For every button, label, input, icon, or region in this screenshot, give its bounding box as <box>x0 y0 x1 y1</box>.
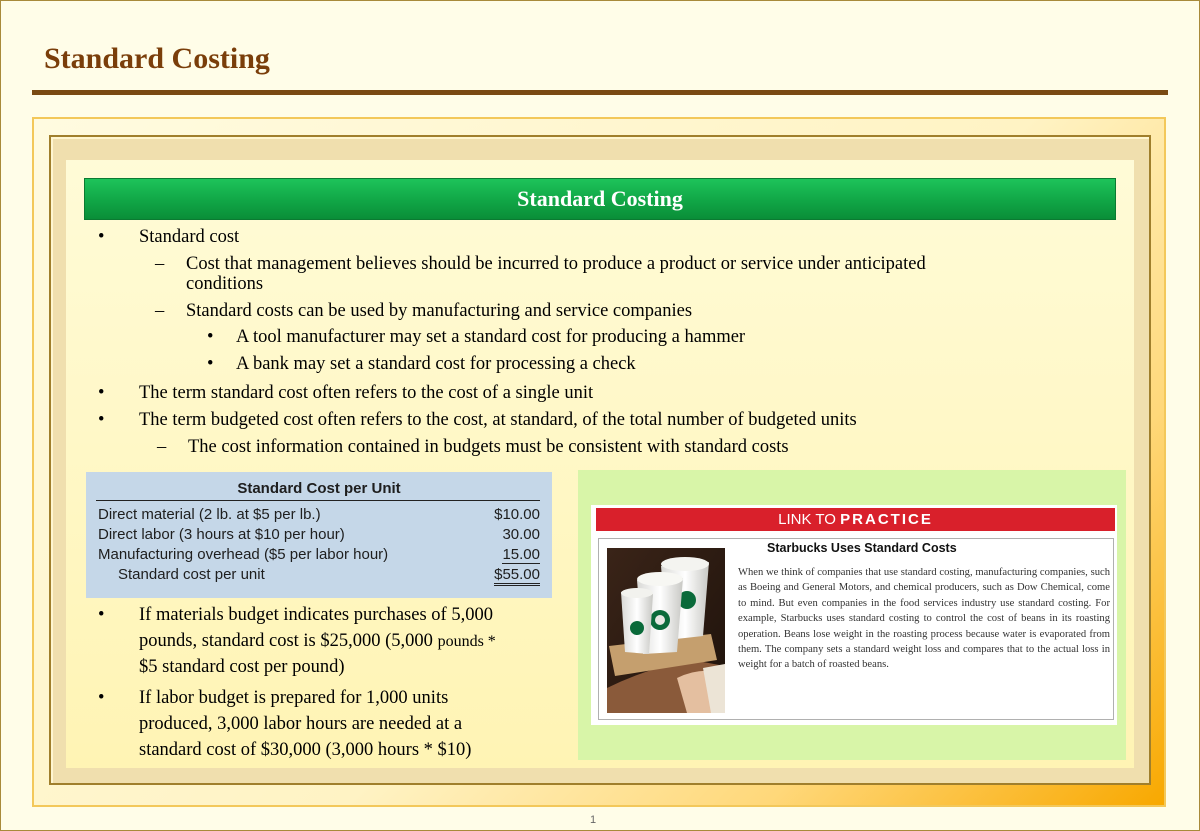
dash-marker: – <box>155 301 165 321</box>
cost-row-label: Direct material (2 lb. at $5 per lb.) <box>98 506 321 523</box>
bullet-marker: • <box>98 383 105 403</box>
starbucks-cups-photo <box>607 548 725 713</box>
example-labor-line1: If labor budget is prepared for 1,000 units <box>139 688 449 708</box>
sub-sub-bullet-hammer: A tool manufacturer may set a standard cost for producing a hammer <box>236 327 746 347</box>
standard-cost-table <box>86 472 552 598</box>
cost-table-title: Standard Cost per Unit <box>237 480 401 497</box>
sub-bullet-definition-cont: conditions <box>186 274 264 294</box>
page-number: 1 <box>590 814 597 826</box>
cost-total-value: $55.00 <box>494 566 540 586</box>
link-to-practice-header: LINK TO PRACTICE <box>596 508 1115 531</box>
bullet-single-unit: The term standard cost often refers to the cost of a single unit <box>139 383 594 403</box>
cost-row-label: Direct labor (3 hours at $10 per hour) <box>98 526 345 543</box>
sub-bullet-definition: Cost that management believes should be incurred to produce a product or service under anticipated <box>186 254 926 274</box>
bullet-marker: • <box>98 410 105 430</box>
sub-bullet-consistency: The cost information contained in budgets must be consistent with standard costs <box>188 437 789 457</box>
example-labor-line3: standard cost of $30,000 (3,000 hours * $10) <box>139 740 472 760</box>
example-labor-line2: produced, 3,000 labor hours are needed at a <box>139 714 463 734</box>
example-materials-line1: If materials budget indicates purchases of 5,000 <box>139 605 493 625</box>
dash-marker: – <box>155 254 165 274</box>
example-materials-line3: $5 standard cost per pound) <box>139 657 345 677</box>
dash-marker: – <box>157 437 167 457</box>
bullet-standard-cost: Standard cost <box>139 227 240 247</box>
bullet-marker: • <box>98 227 105 247</box>
slide-title: Standard Costing <box>44 42 270 75</box>
sub-bullet-usage: Standard costs can be used by manufacturing and service companies <box>186 301 693 321</box>
practice-body-text: When we think of companies that use standard costing, manufacturing companies, such as Boeing and General Motors, and chemical producers, such as Dow Chemical, come to mind. But even companies in the food services industry use standard costing. For example, Starbucks uses standard costing to control the cost of beans in its roasting operation. Beans lose weight in the roasting process because water is evaporated from them. The company sets a standard weight loss and compares that to the actual loss in weight for a batch of roasted beans. <box>738 567 1110 671</box>
bullet-marker: • <box>98 688 105 708</box>
bullet-marker: • <box>98 605 105 625</box>
cost-total-label: Standard cost per unit <box>118 566 265 583</box>
cost-table-header-rule <box>96 500 540 501</box>
bullet-budgeted-cost: The term budgeted cost often refers to the cost, at standard, of the total number of budgeted units <box>139 410 857 430</box>
cost-row-value: 15.00 <box>502 546 540 563</box>
example-materials-line2: pounds, standard cost is $25,000 (5,000 pounds * <box>139 631 496 651</box>
cost-row-value: 30.00 <box>502 526 540 543</box>
section-banner: Standard Costing <box>84 178 1116 220</box>
cost-row-value: $10.00 <box>494 506 540 523</box>
sub-sub-bullet-check: A bank may set a standard cost for processing a check <box>236 354 636 374</box>
practice-subtitle: Starbucks Uses Standard Costs <box>767 541 957 555</box>
bullet-marker: • <box>207 354 214 374</box>
bullet-marker: • <box>207 327 214 347</box>
title-divider <box>32 90 1168 95</box>
cost-row-label: Manufacturing overhead ($5 per labor hour) <box>98 546 389 563</box>
